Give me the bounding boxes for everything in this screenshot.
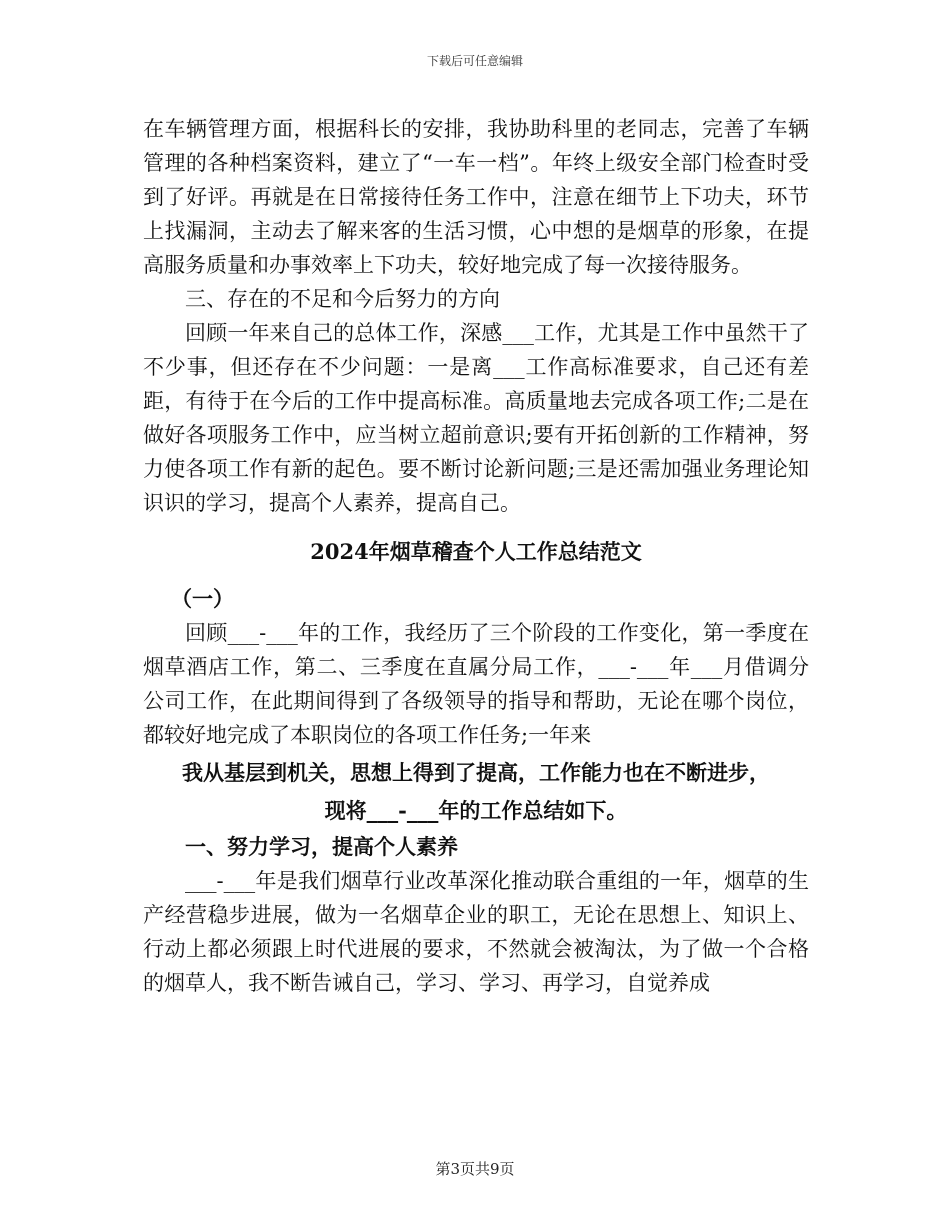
paragraph-intro: 回顾___-___年的工作，我经历了三个阶段的工作变化，第一季度在烟草酒店工作，第二、三季度在直属分局工作，___-___年___月借调分公司工作，在此期间得到了各级领导的指导和帮助，无论在哪个岗位，都较好地完成了本职岗位的各项工作任务;一年来	[143, 621, 809, 747]
page-footer: 第3页共9页	[435, 1160, 515, 1178]
part-label: （一）	[171, 586, 234, 611]
bold-statement-line-2: 现将___-___年的工作总结如下。	[324, 798, 628, 823]
document-title: 2024年烟草稽查个人工作总结范文	[310, 539, 642, 564]
section-heading-shortcomings: 三、存在的不足和今后努力的方向	[185, 287, 500, 311]
paragraph-review: 回顾一年来自己的总体工作，深感___工作，尤其是工作中虽然干了不少事，但还存在不少问题：一是离___工作高标准要求，自己还有差距，有待于在今后的工作中提高标准。高质量地去完成各项工作;二是在做好各项服务工作中，应当树立超前意识;要有开拓创新的工作精神，努力使各项工作有新的起色。要不断讨论新问题;三是还需加强业务理论知识识的学习，提高个人素养，提高自己。	[143, 321, 809, 515]
document-body	[143, 112, 809, 1000]
page-header: 下载后可任意编辑	[426, 54, 523, 68]
paragraph-vehicle-management: 在车辆管理方面，根据科长的安排，我协助科里的老同志，完善了车辆管理的各种档案资料，建立了“一车一档”。年终上级安全部门检查时受到了好评。再就是在日常接待任务工作中，注意在细节上下功夫，环节上找漏洞，主动去了解来客的生活习惯，心中想的是烟草的形象，在提高服务质量和办事效率上下功夫，较好地完成了每一次接待服务。	[143, 117, 809, 277]
paragraph-study: ___-___年是我们烟草行业改革深化推动联合重组的一年，烟草的生产经营稳步进展，做为一名烟草企业的职工，无论在思想上、知识上、行动上都必须跟上时代进展的要求，不然就会被淘汰，为了做一个合格的烟草人，我不断告诫自己，学习、学习、再学习，自觉养成	[143, 869, 809, 995]
bold-statement-line-1: 我从基层到机关，思想上得到了提高，工作能力也在不断进步，	[182, 760, 770, 785]
section-heading-study: 一、努力学习，提高个人素养	[185, 834, 458, 859]
